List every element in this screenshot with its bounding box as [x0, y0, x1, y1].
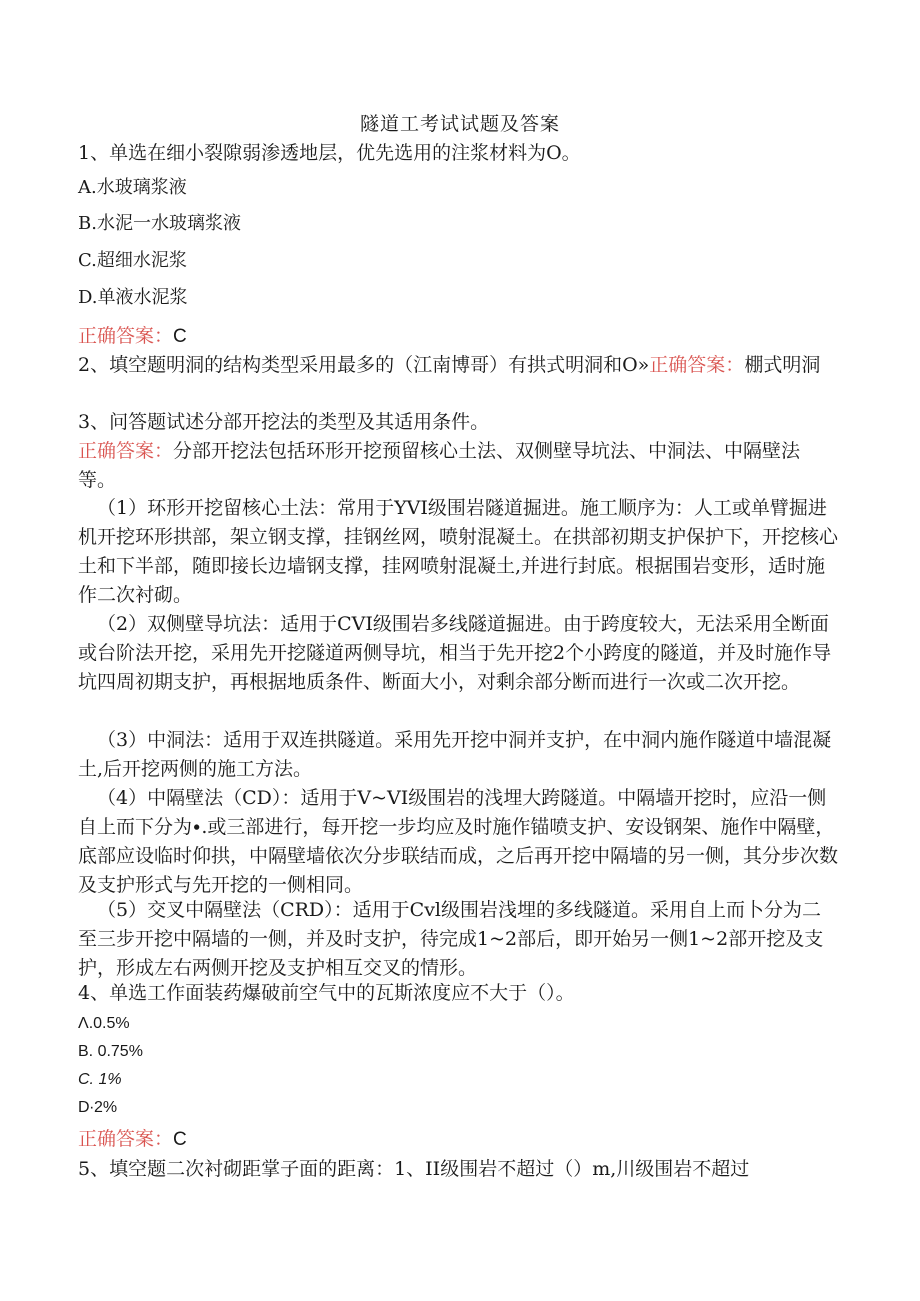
- question-3-paragraph-1: （1）环形开挖留核心土法：常用于YVI级围岩隧道掘进。施工顺序为：人工或单臂掘进机开挖环形拱部，架立钢支撑，挂钢丝网，喷射混凝土。在拱部初期支护保护下，开挖核心土和下半部，随即接长边墙钢支撑，挂网喷射混凝土,并进行封底。根据围岩变形，适时施作二次衬砌。: [78, 497, 839, 606]
- answer-intro: 分部开挖法包括环形开挖预留核心土法、双侧壁导坑法、中洞法、中隔壁法等。: [78, 440, 801, 491]
- answer-value: C: [173, 326, 187, 347]
- question-4-option-c: C. 1%: [78, 1071, 122, 1088]
- question-4-stem: 4、单选工作面装药爆破前空气中的瓦斯浓度应不大于（）。: [78, 982, 575, 1004]
- question-4-option-b: B. 0.75%: [78, 1043, 143, 1060]
- question-1-option-a: A.水玻璃浆液: [78, 177, 187, 198]
- question-4-answer: [78, 1125, 838, 1154]
- answer-label: 正确答案：: [78, 440, 174, 462]
- question-4-option-d: D∙2%: [78, 1099, 118, 1116]
- question-5-stem: 5、填空题二次衬砌距掌子面的距离：1、II级围岩不超过（）m,川级围岩不超过: [78, 1158, 750, 1180]
- question-3-paragraph-2: （2）双侧壁导坑法：适用于CVI级围岩多线隧道掘进。由于跨度较大，无法采用全断面或台阶法开挖，采用先开挖隧道两侧导坑，相当于先开挖2个小跨度的隧道，并及时施作导坑四周初期支护，再根据地质条件、断面大小，对剩余部分断而进行一次或二次开挖。: [78, 613, 832, 693]
- question-1-option-b: B.水泥一水玻璃浆液: [78, 213, 241, 234]
- question-1-option-c: C.超细水泥浆: [78, 250, 187, 271]
- question-3-paragraph-4: （4）中隔壁法（CD）：适用于V~VI级围岩的浅埋大跨隧道。中隔墙开挖时，应沿一侧自上而下分为∙.或三部进行，每开挖一步均应及时施作锚喷支护、安设钢架、施作中隔壁，底部应设临时仰拱，中隔壁墙依次分步联结而成，之后再开挖中隔墙的另一侧，其分步次数及支护形式与先开挖的一侧相同。: [78, 787, 839, 896]
- question-3-paragraph-3: （3）中洞法：适用于双连拱隧道。采用先开挖中洞并支护，在中洞内施作隧道中墙混凝土,后开挖两侧的施工方法。: [78, 729, 832, 780]
- question-1-answer: [78, 322, 838, 351]
- question-1-stem: 1、单选在细小裂隙弱渗透地层，优先选用的注浆材料为O。: [78, 142, 581, 164]
- answer-label: 正确答案：: [78, 1128, 174, 1150]
- question-3-stem: 3、问答题试述分部开挖法的类型及其适用条件。: [78, 411, 490, 433]
- question-1-option-d: D.单液水泥浆: [78, 287, 188, 308]
- question-3-answer: [78, 437, 838, 495]
- answer-label: 正确答案：: [649, 354, 745, 376]
- question-4-option-a: Λ.0.5%: [78, 1015, 130, 1032]
- question-2: [78, 351, 838, 380]
- question-2-stem: 2、填空题明洞的结构类型采用最多的（江南博哥）有拱式明洞和O»: [78, 354, 650, 376]
- document-title: 隧道工考试试题及答案: [359, 113, 560, 135]
- question-3-paragraph-5: （5）交叉中隔壁法（CRD）：适用于Cvl级围岩浅埋的多线隧道。采用自上而卜分为二至三步开挖中隔墙的一侧，并及时支护，待完成1~2部后，即开始另一侧1~2部开挖及支护，形成左右两侧开挖及支护相互交叉的情形。: [78, 899, 824, 979]
- answer-label: 正确答案：: [78, 325, 174, 347]
- answer-value: 棚式明洞: [744, 354, 821, 376]
- answer-value: C: [173, 1129, 187, 1150]
